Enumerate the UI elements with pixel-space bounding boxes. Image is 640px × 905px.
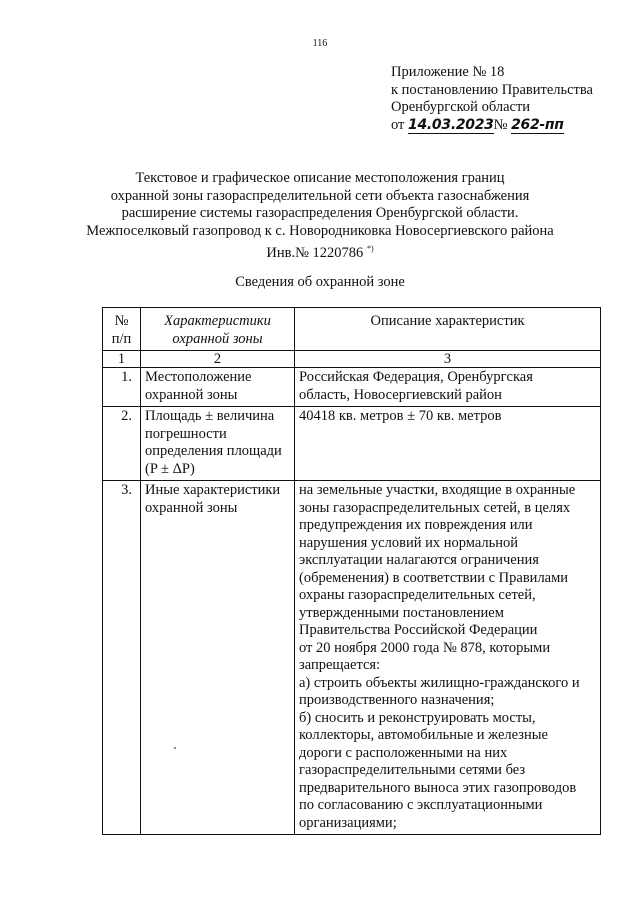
section-subtitle: Сведения об охранной зоне — [235, 274, 405, 290]
title-line-3: расширение системы газораспределения Оренбургской области. — [121, 205, 519, 221]
from-label: от — [391, 116, 405, 133]
table-row — [103, 368, 601, 407]
text-line: (обременения) в соответствии с Правилами — [299, 569, 569, 586]
table-header-row — [103, 308, 601, 351]
text-line: Площадь ± величина — [145, 408, 275, 424]
row-number: 2. — [103, 407, 141, 481]
title-line-1: Текстовое и графическое описание местоположения границ — [135, 170, 505, 186]
text-line: а) строить объекты жилищно-гражданского и — [299, 674, 580, 691]
header-num-line-1: № — [114, 313, 129, 329]
text-line: запрещается: — [299, 657, 381, 673]
index-cell: 1 — [103, 351, 141, 368]
text-line: Иные характеристики — [145, 482, 281, 498]
index-cell: 2 — [141, 351, 295, 368]
text-line: Российская Федерация, Оренбургская — [299, 369, 533, 385]
text-line: эксплуатации налагаются ограничения — [299, 552, 539, 568]
appendix-date-line — [391, 117, 593, 135]
text-line: Правительства Российской Федерации — [299, 622, 538, 638]
text-line: (P ± ΔP) — [145, 460, 195, 477]
text-line: дороги с расположенными на них — [299, 744, 508, 761]
row-number: 3. — [103, 481, 141, 835]
appendix-line-2: к постановлению Правительства — [391, 81, 593, 98]
protection-zone-table — [102, 307, 601, 835]
scan-speck — [174, 747, 176, 749]
text-line: охраны газораспределительных сетей, — [299, 587, 536, 603]
text-line: нарушения условий их нормальной — [299, 534, 519, 551]
text-line: предупреждения их повреждения или — [299, 517, 533, 533]
header-char-line-2: охранной зоны — [172, 330, 263, 347]
document-title — [0, 170, 640, 263]
row-characteristic — [141, 407, 295, 481]
text-line: 40418 кв. метров ± 70 кв. метров — [299, 408, 502, 424]
title-line-4: Межпоселковый газопровод к с. Новородниковка Новосергиевского района — [86, 222, 554, 239]
text-line: коллекторы, автомобильные и железные — [299, 727, 548, 743]
text-line: зоны газораспределительных сетей, в целях — [299, 499, 571, 516]
text-line: утвержденными постановлением — [299, 604, 504, 621]
number-label: № — [493, 116, 508, 133]
table-index-row — [103, 351, 601, 368]
title-line-5 — [0, 240, 640, 263]
text-line: от 20 ноября 2000 года № 878, которыми — [299, 639, 551, 656]
header-characteristics — [141, 308, 295, 351]
footnote-mark: *) — [366, 244, 374, 253]
row-characteristic — [141, 481, 295, 835]
row-description — [295, 407, 601, 481]
row-description — [295, 368, 601, 407]
title-line-2: охранной зоны газораспределительной сети объекта газоснабжения — [110, 187, 530, 204]
index-cell: 3 — [295, 351, 601, 368]
table-row — [103, 481, 601, 835]
appendix-block — [391, 64, 593, 134]
text-line: б) сносить и реконструировать мосты, — [299, 709, 536, 726]
inventory-number: Инв.№ 1220786 — [266, 245, 364, 261]
text-line: охранной зоны — [145, 386, 238, 403]
text-line: определения площади — [145, 443, 282, 459]
text-line: производственного назначения; — [299, 692, 495, 708]
text-line: по согласованию с эксплуатационными — [299, 797, 543, 813]
header-char-line-1: Характеристики — [164, 313, 271, 329]
text-line: на земельные участки, входящие в охранные — [299, 482, 576, 498]
text-line: предварительного выноса этих газопроводов — [299, 779, 577, 796]
row-description — [295, 481, 601, 835]
row-characteristic — [141, 368, 295, 407]
page-number: 116 — [312, 38, 328, 49]
header-num-line-2: п/п — [111, 330, 132, 347]
text-line: охранной зоны — [145, 499, 238, 516]
text-line: погрешности — [145, 425, 227, 442]
text-line: область, Новосергиевский район — [299, 386, 502, 403]
text-line: организациями; — [299, 814, 397, 831]
handwritten-number: 262-пп — [511, 116, 564, 133]
text-line: Местоположение — [145, 369, 252, 385]
appendix-line-3: Оренбургской области — [391, 99, 531, 115]
text-line: газораспределительными сетями без — [299, 762, 526, 778]
appendix-line-1: Приложение № 18 — [391, 64, 505, 80]
table-row — [103, 407, 601, 481]
row-number: 1. — [103, 368, 141, 407]
handwritten-date: 14.03.2023 — [408, 116, 494, 133]
header-num — [103, 308, 141, 351]
header-description: Описание характеристик — [295, 308, 601, 351]
